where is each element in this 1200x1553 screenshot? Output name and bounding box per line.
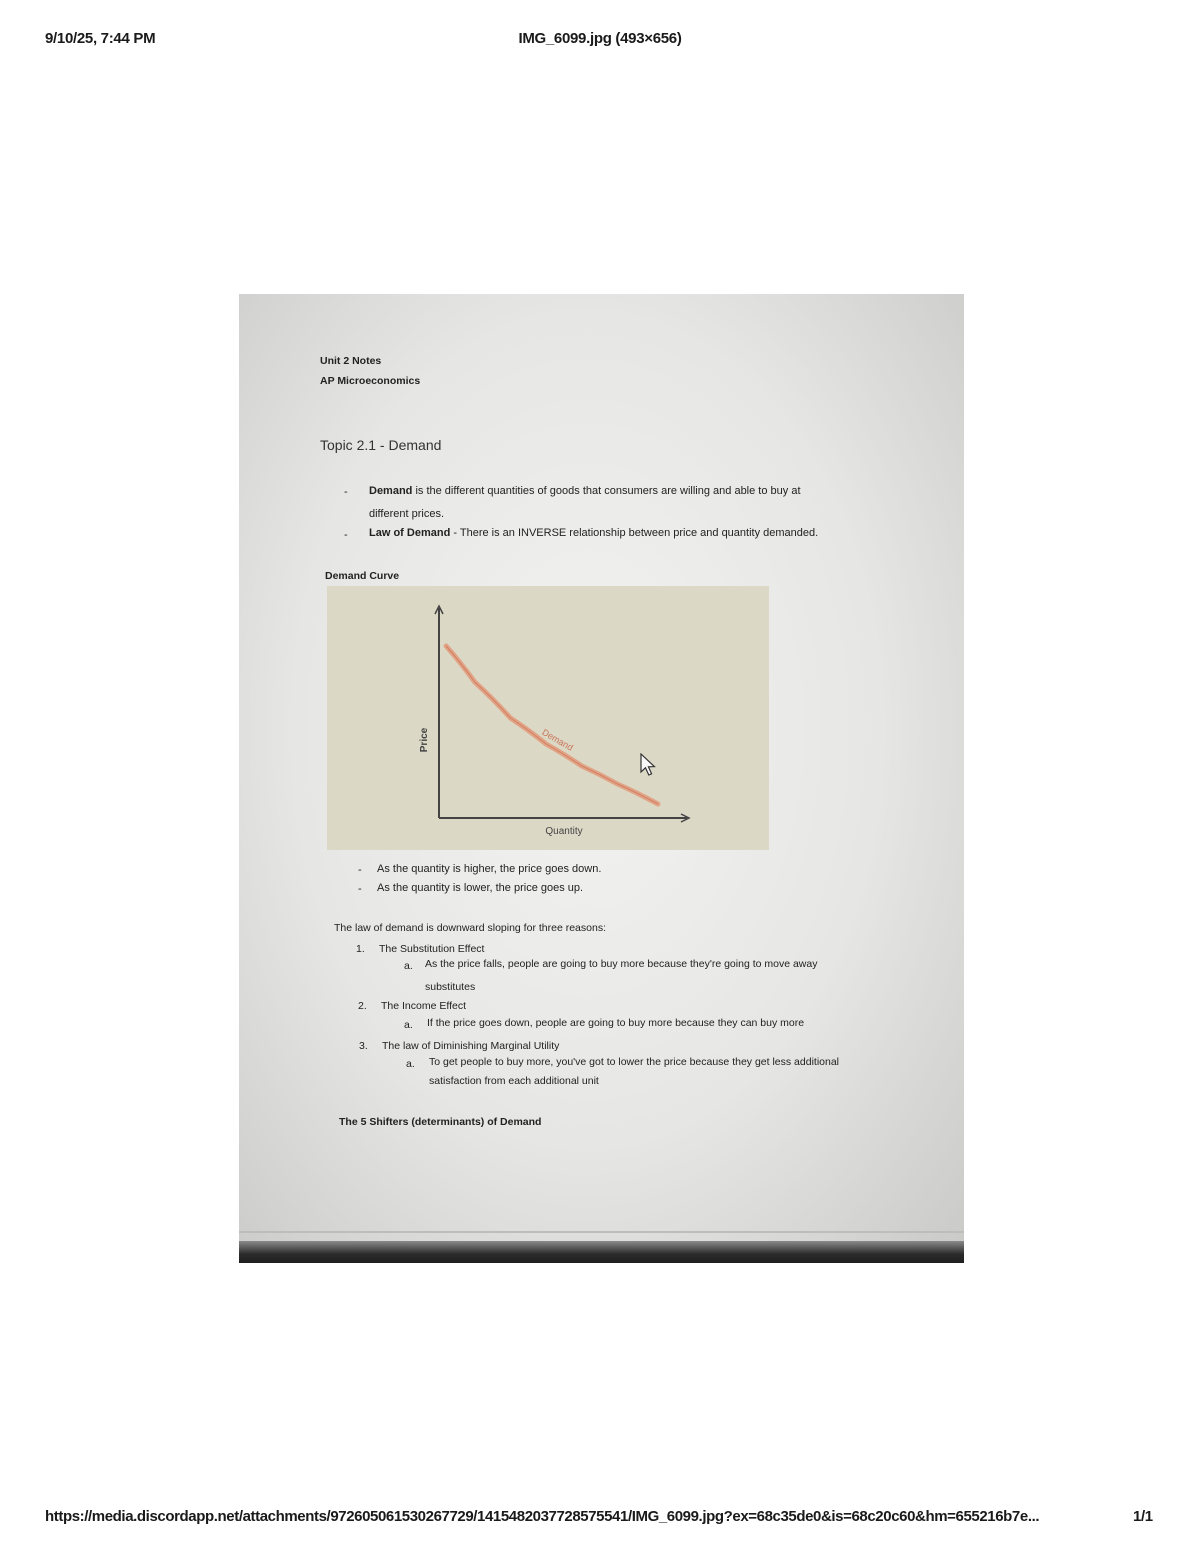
mouse-pointer-icon	[640, 753, 656, 777]
demand-def-line1: is the different quantities of goods that consumers are willing and able to buy at	[412, 485, 801, 497]
reason-1-num: 1.	[356, 943, 365, 955]
demand-chart-svg	[327, 586, 769, 850]
reason-1-sub: a.	[404, 960, 413, 972]
reason-3-text: To get people to buy more, you've got to lower the price because they get less additional	[429, 1056, 840, 1068]
reasons-intro: The law of demand is downward sloping for three reasons:	[334, 922, 606, 934]
reason-2-text: If the price goes down, people are going to buy more because they can buy more	[427, 1017, 805, 1029]
chart-bullet-2: As the quantity is lower, the price goes up.	[377, 882, 584, 894]
term-demand: Demand	[369, 485, 413, 497]
reason-2-title: The Income Effect	[381, 1000, 467, 1012]
reason-3-num: 3.	[359, 1040, 368, 1052]
demand-curve-edge	[446, 646, 658, 804]
chart-heading: Demand Curve	[325, 570, 400, 582]
print-date: 9/10/25, 7:44 PM	[45, 30, 156, 47]
bullet-dash: -	[344, 486, 348, 498]
document-photo	[239, 294, 964, 1263]
demand-curve-line	[446, 646, 658, 804]
bullet-dash: -	[344, 529, 348, 541]
bullet-dash: -	[358, 864, 362, 876]
reason-2-num: 2.	[358, 1000, 367, 1012]
print-title: IMG_6099.jpg (493×656)	[518, 30, 682, 47]
reason-1-text-2: substitutes	[425, 981, 476, 993]
chart-bullet-1: As the quantity is higher, the price goes down.	[377, 863, 602, 875]
x-axis-label: Quantity	[545, 826, 583, 837]
curve-label: Demand	[540, 727, 575, 753]
shifters-heading: The 5 Shifters (determinants) of Demand	[339, 1116, 542, 1128]
topic-title: Topic 2.1 - Demand	[320, 437, 442, 453]
reason-3-title: The law of Diminishing Marginal Utility	[382, 1040, 560, 1052]
print-page-number: 1/1	[1133, 1508, 1153, 1525]
reason-1-text: As the price falls, people are going to buy more because they're going to move away	[425, 958, 818, 970]
notes-page	[239, 294, 964, 1263]
bullet-demand	[369, 485, 801, 497]
y-axis-label: Price	[419, 727, 430, 753]
reason-2-sub: a.	[404, 1019, 413, 1031]
demand-def-line2: different prices.	[369, 508, 445, 520]
course-label: AP Microeconomics	[320, 375, 421, 387]
demand-chart	[327, 586, 769, 850]
reason-3-sub: a.	[406, 1058, 415, 1070]
print-url: https://media.discordapp.net/attachments/972605061530267729/1415482037728575541/IMG_6099.jpg?ex=68c35de0&is=68c20c60&hm=655216b7e...	[45, 1508, 1040, 1525]
bullet-dash: -	[358, 883, 362, 895]
screen-edge-line	[239, 1231, 964, 1233]
bullet-law-of-demand	[369, 527, 818, 539]
unit-label: Unit 2 Notes	[320, 355, 382, 367]
term-law-of-demand: Law of Demand	[369, 527, 451, 539]
screen-bezel	[239, 1241, 964, 1263]
law-def: - There is an INVERSE relationship between price and quantity demanded.	[450, 527, 819, 539]
reason-1-title: The Substitution Effect	[379, 943, 485, 955]
reason-3-text-2: satisfaction from each additional unit	[429, 1075, 599, 1087]
